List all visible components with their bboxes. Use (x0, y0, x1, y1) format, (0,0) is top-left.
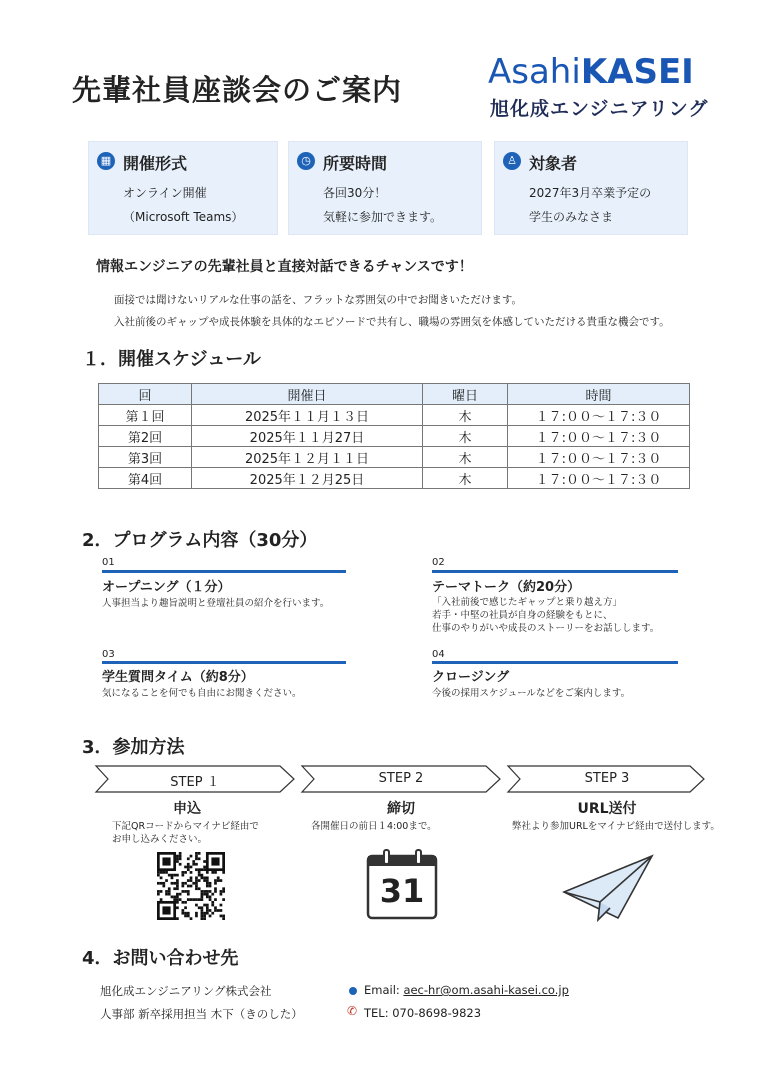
program-number: 04 (432, 649, 445, 660)
program-title: テーマトーク（約20分） (432, 580, 581, 595)
column-header: 曜日 (423, 384, 508, 405)
table-cell: 第3回 (99, 447, 192, 468)
calendar-icon: ▦ (97, 152, 115, 170)
info-line: 学生のみなさま (529, 210, 614, 224)
table-cell: 第4回 (99, 468, 192, 489)
contact-department: 人事部 新卒採用担当 木下（きのした） (100, 1007, 303, 1021)
info-heading: 所要時間 (323, 154, 388, 173)
column-header: 開催日 (192, 384, 423, 405)
program-divider (432, 570, 678, 573)
step-name: URL送付 (577, 801, 637, 817)
program-divider (432, 661, 678, 664)
program-desc: 人事担当より趣旨説明と登壇社員の紹介を行います。 (102, 598, 330, 609)
column-header: 回 (99, 384, 192, 405)
step-label: STEP １ (170, 775, 220, 790)
email-row (364, 983, 569, 997)
schedule-heading: １．開催スケジュール (82, 349, 261, 370)
step-label: STEP 2 (378, 771, 424, 786)
table-cell: １７:００～１７:３０ (508, 468, 690, 489)
tel-number: 070-8698-9823 (392, 1006, 482, 1020)
phone-icon: ✆ (347, 1004, 358, 1018)
info-line: オンライン開催 (123, 186, 207, 200)
email-label: Email: (364, 983, 400, 997)
program-desc: 「入社前後で感じたギャップと乗り越え方」 (432, 597, 623, 608)
table-cell: 木 (423, 447, 508, 468)
page-title: 先輩社員座談会のご案内 (72, 73, 403, 107)
program-title: オープニング（１分） (102, 580, 231, 595)
info-line: 気軽に参加できます。 (323, 210, 443, 224)
logo-main-text: Asahi (488, 52, 581, 92)
clock-icon: ◷ (297, 152, 315, 170)
program-title: 学生質問タイム（約8分） (102, 670, 254, 685)
info-box-format (88, 141, 278, 235)
step-desc: 各開催日の前日１4:00まで。 (311, 821, 437, 832)
table-cell: 木 (423, 405, 508, 426)
intro-line: 面接では聞けないリアルな仕事の話を、フラットな雰囲気の中でお聞きいただけます。 (114, 294, 523, 306)
person-icon: ♙ (503, 152, 521, 170)
table-cell: １７:００～１７:３０ (508, 447, 690, 468)
intro-line: 入社前後のギャップや成長体験を具体的なエピソードで共有し、職場の雰囲気を体感していただける貴重な機会です。 (114, 316, 670, 328)
program-desc: 気になることを何でも自由にお聞きください。 (102, 688, 302, 699)
company-logo (488, 52, 694, 92)
email-icon (349, 987, 357, 995)
table-cell: 2025年１１月１３日 (192, 405, 423, 426)
program-number: 03 (102, 649, 115, 660)
program-heading: 2．プログラム内容（30分） (82, 530, 318, 551)
table-cell: 2025年１２月１１日 (192, 447, 423, 468)
table-row (99, 426, 690, 447)
info-line: 2027年3月卒業予定の (529, 186, 652, 200)
contact-company: 旭化成エンジニアリング株式会社 (100, 984, 272, 998)
program-divider (102, 661, 346, 664)
info-line: 各回30分！ (323, 186, 387, 200)
tel-row (364, 1006, 481, 1020)
table-cell: 第１回 (99, 405, 192, 426)
table-row (99, 447, 690, 468)
calendar-day: 31 (379, 872, 425, 910)
table-cell: 木 (423, 426, 508, 447)
step-desc: お申し込みください。 (112, 834, 208, 845)
table-row (99, 468, 690, 489)
table-cell: 木 (423, 468, 508, 489)
column-header: 時間 (508, 384, 690, 405)
table-header-row (99, 384, 690, 405)
table-cell: 第2回 (99, 426, 192, 447)
info-line: （Microsoft Teams） (123, 210, 244, 224)
step-label: STEP 3 (584, 771, 630, 786)
table-row (99, 405, 690, 426)
program-number: 02 (432, 557, 445, 568)
email-link[interactable]: aec-hr@om.asahi-kasei.co.jp (403, 983, 569, 997)
table-cell: １７:００～１７:３０ (508, 405, 690, 426)
program-title: クロージング (432, 670, 510, 685)
intro-headline: 情報エンジニアの先輩社員と直接対話できるチャンスです！ (96, 259, 473, 275)
step-desc: 弊社より参加URLをマイナビ経由で送付します。 (512, 821, 720, 832)
program-desc: 仕事のやりがいや成長のストーリーをお話しします。 (432, 623, 660, 634)
paper-plane-icon (560, 852, 656, 924)
logo-subtitle: 旭化成エンジニアリング (490, 98, 709, 120)
step-name: 締切 (387, 801, 415, 817)
step-desc: 下記QRコードからマイナビ経由で (112, 821, 259, 832)
table-cell: １７:００～１７:３０ (508, 426, 690, 447)
program-divider (102, 570, 346, 573)
logo-bold-text: KASEI (580, 52, 694, 92)
calendar-icon (366, 848, 438, 920)
tel-label: TEL: (364, 1006, 389, 1020)
program-number: 01 (102, 557, 115, 568)
info-box-target (494, 141, 688, 235)
table-cell: 2025年１１月27日 (192, 426, 423, 447)
program-desc: 若手・中堅の社員が自身の経験をもとに、 (432, 610, 613, 621)
step-name: 申込 (173, 801, 201, 817)
contact-heading: 4．お問い合わせ先 (82, 948, 239, 969)
info-box-duration (288, 141, 482, 235)
program-desc: 今後の採用スケジュールなどをご案内します。 (432, 688, 631, 699)
info-heading: 開催形式 (123, 154, 188, 173)
qr-code-icon[interactable] (157, 852, 225, 920)
schedule-table (98, 383, 690, 489)
table-cell: 2025年１２月25日 (192, 468, 423, 489)
info-heading: 対象者 (529, 154, 578, 173)
participation-heading: 3．参加方法 (82, 737, 185, 758)
